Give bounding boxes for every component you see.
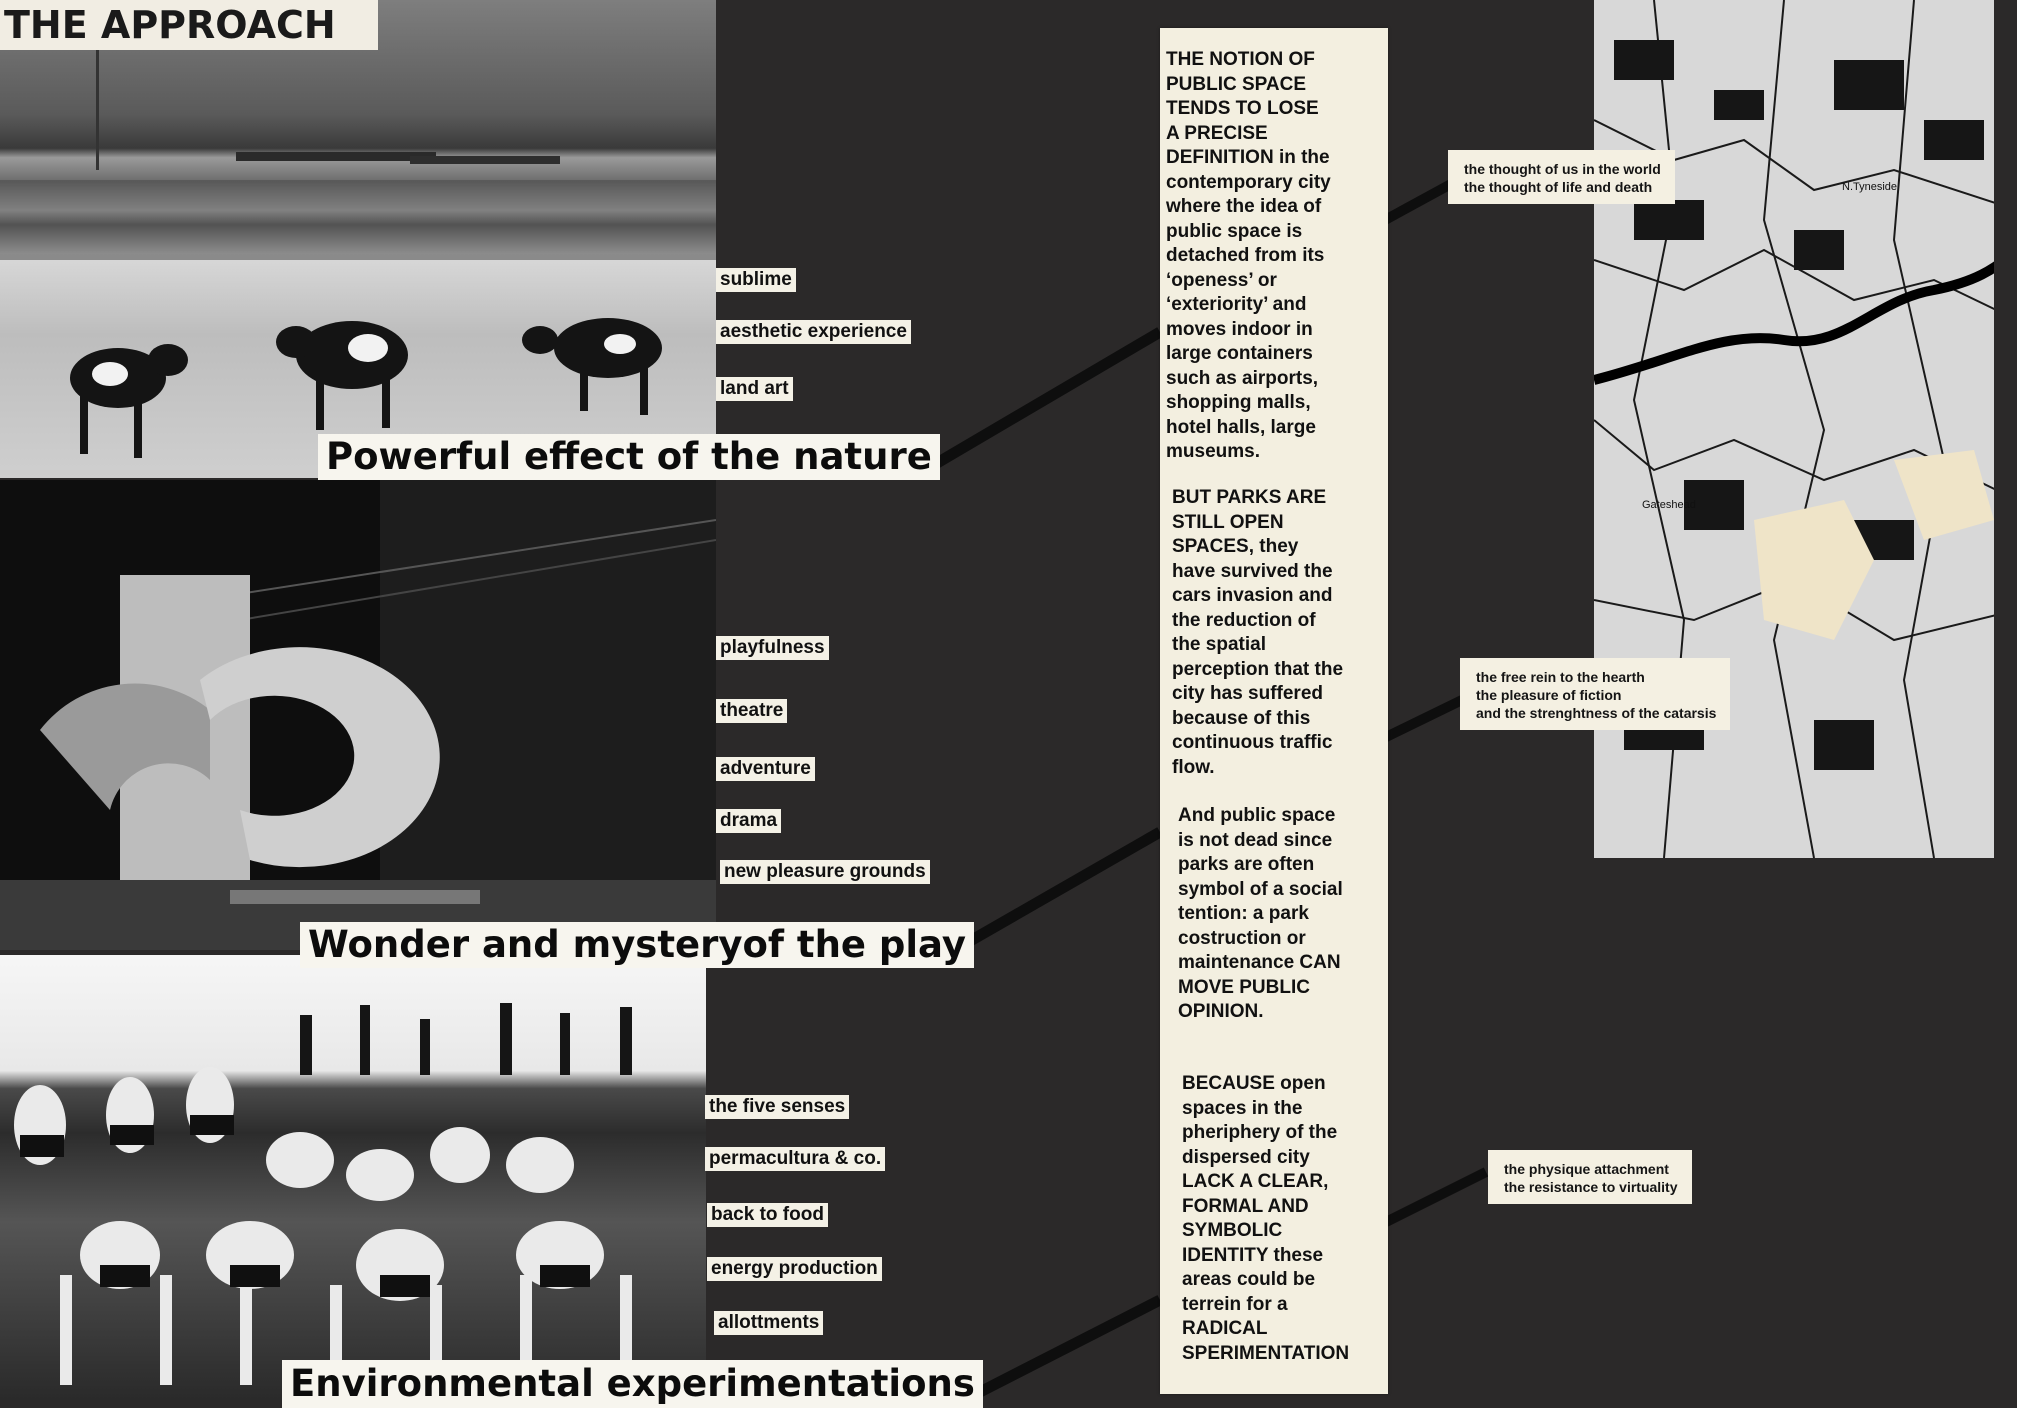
headline-environment: Environmental experimentations <box>282 1360 983 1408</box>
connector-line-environment <box>980 1300 1160 1392</box>
keyword-aesthetic-experience: aesthetic experience <box>716 320 911 344</box>
headline-nature: Powerful effect of the nature <box>318 434 940 480</box>
keyword-playfulness: playfulness <box>716 636 829 660</box>
note-fiction <box>1460 658 1730 730</box>
column-paragraph-1: THE NOTION OF PUBLIC SPACE TENDS TO LOSE A PRECISE DEFINITION in the contemporary city where the idea of public space is detached from its ‘openess’ or ‘exteriority’ and moves indoor in large containers such as airports, shopping malls, hotel halls, large museums. <box>1166 49 1331 462</box>
connector-line-note-2 <box>1380 700 1462 740</box>
keyword-permacultura: permacultura & co. <box>705 1147 885 1171</box>
cows-illustration <box>0 0 716 478</box>
keyword-adventure: adventure <box>716 757 815 781</box>
connector-line-nature <box>932 332 1160 466</box>
keyword-new-pleasure-grounds: new pleasure grounds <box>720 860 930 884</box>
photo-wooden-sculpture <box>0 480 716 950</box>
column-paragraph-4: BECAUSE open spaces in the pheriphery of the dispersed city LACK A CLEAR, FORMAL AND SYMBOLIC IDENTITY these areas could be terrein for a RADICAL SPERIMENTATION <box>1182 1073 1350 1364</box>
keyword-allottments: allottments <box>714 1311 823 1335</box>
photo-cows-in-water <box>0 0 716 478</box>
note-physique-line-1: the physique attachment <box>1504 1161 1669 1177</box>
keyword-drama: drama <box>716 809 781 833</box>
note-physique-line-2: the resistance to virtuality <box>1504 1179 1678 1195</box>
note-thought-line-1: the thought of us in the world <box>1464 161 1661 177</box>
column-paragraph-2: BUT PARKS ARE STILL OPEN SPACES, they have survived the cars invasion and the reduction of the spatial perception that the city has suffered because of this continuous traffic flow. <box>1172 487 1344 778</box>
dancers-illustration <box>0 955 706 1400</box>
note-thought-line-2: the thought of life and death <box>1464 179 1653 195</box>
note-fiction-line-1: the free rein to the hearth <box>1476 669 1645 685</box>
connector-line-play <box>958 832 1160 948</box>
note-fiction-line-3: and the strenghtness of the catarsis <box>1476 705 1717 721</box>
note-fiction-line-2: the pleasure of fiction <box>1476 687 1622 703</box>
sculpture-illustration <box>0 480 716 950</box>
keyword-back-to-food: back to food <box>707 1203 828 1227</box>
headline-play: Wonder and mysteryof the play <box>300 922 974 968</box>
map-label-n-tyneside: N.Tyneside <box>1842 181 1898 193</box>
column-paragraph-3: And public space is not dead since parks are often symbol of a social tention: a park costruction or maintenance CAN MOVE PUBLIC OPINION. <box>1178 805 1343 1022</box>
note-thought <box>1448 150 1675 204</box>
keyword-energy-production: energy production <box>707 1257 882 1281</box>
note-physique <box>1488 1150 1692 1204</box>
photo-dancing-people <box>0 955 706 1400</box>
map-label-gateshead: Gateshead <box>1642 499 1696 511</box>
page-title: THE APPROACH <box>0 0 378 50</box>
keyword-five-senses: the five senses <box>705 1095 849 1119</box>
keyword-land-art: land art <box>716 377 793 401</box>
keyword-sublime: sublime <box>716 268 796 292</box>
keyword-theatre: theatre <box>716 699 787 723</box>
connector-line-note-3 <box>1386 1172 1486 1222</box>
